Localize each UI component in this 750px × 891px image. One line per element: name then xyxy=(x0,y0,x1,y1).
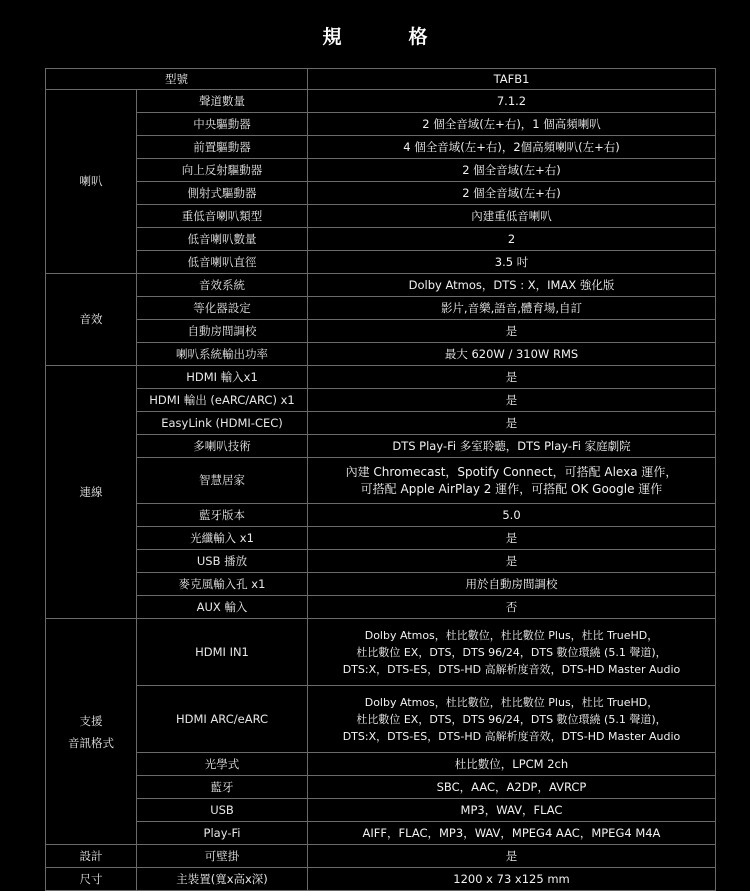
spec-table xyxy=(45,68,716,891)
category-connect: 連線 xyxy=(46,366,137,619)
table-row xyxy=(46,366,716,389)
row-label: 側射式驅動器 xyxy=(137,182,308,205)
table-row xyxy=(46,412,716,435)
model-value: TAFB1 xyxy=(308,69,716,90)
table-row xyxy=(46,182,716,205)
table-row xyxy=(46,297,716,320)
table-row xyxy=(46,251,716,274)
table-row xyxy=(46,90,716,113)
row-label: 藍牙 xyxy=(137,776,308,799)
table-row xyxy=(46,274,716,297)
row-label: 重低音喇叭類型 xyxy=(137,205,308,228)
row-label: 低音喇叭數量 xyxy=(137,228,308,251)
table-row xyxy=(46,389,716,412)
table-row xyxy=(46,868,716,891)
row-value: 是 xyxy=(308,320,716,343)
value-line: Dolby Atmos，杜比數位，杜比數位 Plus，杜比 TrueHD， xyxy=(364,695,659,709)
row-value: 是 xyxy=(308,412,716,435)
row-label: 等化器設定 xyxy=(137,297,308,320)
value-line: Dolby Atmos，杜比數位，杜比數位 Plus，杜比 TrueHD， xyxy=(364,628,659,642)
category-design: 設計 xyxy=(46,845,137,868)
row-value: 7.1.2 xyxy=(308,90,716,113)
row-value: 2 個全音域(左+右) xyxy=(308,159,716,182)
row-value: MP3，WAV，FLAC xyxy=(308,799,716,822)
row-value: 是 xyxy=(308,389,716,412)
row-value: 2 個全音域(左+右)，1 個高頻喇叭 xyxy=(308,113,716,136)
row-value: 影片,音樂,語音,體育場,自訂 xyxy=(308,297,716,320)
row-value: 內建重低音喇叭 xyxy=(308,205,716,228)
row-label: 自動房間調校 xyxy=(137,320,308,343)
row-label: 中央驅動器 xyxy=(137,113,308,136)
row-label: AUX 輸入 xyxy=(137,596,308,619)
row-value: AIFF，FLAC，MP3，WAV，MPEG4 AAC，MPEG4 M4A xyxy=(308,822,716,845)
table-row xyxy=(46,619,716,686)
row-label: EasyLink (HDMI-CEC) xyxy=(137,412,308,435)
value-line: 杜比數位 EX，DTS，DTS 96/24，DTS 數位環繞 (5.1 聲道)， xyxy=(356,712,667,726)
row-value: 5.0 xyxy=(308,504,716,527)
table-row xyxy=(46,527,716,550)
row-label: HDMI ARC/eARC xyxy=(137,686,308,753)
table-row xyxy=(46,776,716,799)
value-line: 杜比數位 EX，DTS，DTS 96/24，DTS 數位環繞 (5.1 聲道)， xyxy=(356,645,667,659)
row-label: 聲道數量 xyxy=(137,90,308,113)
row-value: 是 xyxy=(308,366,716,389)
table-row xyxy=(46,458,716,504)
table-row xyxy=(46,753,716,776)
row-label: 喇叭系統輸出功率 xyxy=(137,343,308,366)
row-value-multiline xyxy=(308,686,716,753)
value-line: 可搭配 Apple AirPlay 2 運作，可搭配 OK Google 運作 xyxy=(360,481,663,496)
row-label: 多喇叭技術 xyxy=(137,435,308,458)
row-label: USB 播放 xyxy=(137,550,308,573)
row-label: 光學式 xyxy=(137,753,308,776)
row-value: 是 xyxy=(308,550,716,573)
row-value: 2 個全音域(左+右) xyxy=(308,182,716,205)
row-label: 藍牙版本 xyxy=(137,504,308,527)
row-value: 否 xyxy=(308,596,716,619)
table-row xyxy=(46,504,716,527)
row-label: 可壁掛 xyxy=(137,845,308,868)
category-audio: 音效 xyxy=(46,274,137,366)
table-row xyxy=(46,686,716,753)
table-row xyxy=(46,320,716,343)
row-value: 用於自動房間調校 xyxy=(308,573,716,596)
row-label: USB xyxy=(137,799,308,822)
table-row xyxy=(46,799,716,822)
row-label: 主裝置(寬x高x深) xyxy=(137,868,308,891)
row-value: SBC，AAC，A2DP，AVRCP xyxy=(308,776,716,799)
row-label: HDMI 輸入x1 xyxy=(137,366,308,389)
table-row xyxy=(46,159,716,182)
table-row xyxy=(46,136,716,159)
row-label: HDMI IN1 xyxy=(137,619,308,686)
table-row xyxy=(46,550,716,573)
table-row xyxy=(46,113,716,136)
value-line: 內建 Chromecast，Spotify Connect，可搭配 Alexa 運作， xyxy=(345,464,678,479)
table-row xyxy=(46,596,716,619)
row-value: 是 xyxy=(308,527,716,550)
table-row xyxy=(46,822,716,845)
table-row xyxy=(46,228,716,251)
model-label: 型號 xyxy=(46,69,308,90)
row-label: 音效系統 xyxy=(137,274,308,297)
table-row xyxy=(46,845,716,868)
row-value: 1200 x 73 x125 mm xyxy=(308,868,716,891)
row-value-multiline xyxy=(308,619,716,686)
row-label: HDMI 輸出 (eARC/ARC) x1 xyxy=(137,389,308,412)
row-label: 向上反射驅動器 xyxy=(137,159,308,182)
table-row xyxy=(46,205,716,228)
category-line: 音訊格式 xyxy=(68,735,114,750)
table-row xyxy=(46,435,716,458)
category-formats xyxy=(46,619,137,845)
row-value: 最大 620W / 310W RMS xyxy=(308,343,716,366)
category-speaker: 喇叭 xyxy=(46,90,137,274)
table-row xyxy=(46,69,716,90)
row-label: Play-Fi xyxy=(137,822,308,845)
row-value: 3.5 吋 xyxy=(308,251,716,274)
row-value-multiline xyxy=(308,458,716,504)
row-value: 4 個全音域(左+右)，2個高頻喇叭(左+右) xyxy=(308,136,716,159)
row-label: 麥克風輸入孔 x1 xyxy=(137,573,308,596)
row-value: Dolby Atmos，DTS : X，IMAX 強化版 xyxy=(308,274,716,297)
row-value: 杜比數位，LPCM 2ch xyxy=(308,753,716,776)
row-label: 光纖輸入 x1 xyxy=(137,527,308,550)
value-line: DTS:X，DTS-ES，DTS-HD 高解析度音效，DTS-HD Master Audio xyxy=(342,662,681,676)
row-label: 智慧居家 xyxy=(137,458,308,504)
row-value: DTS Play-Fi 多室聆聽，DTS Play-Fi 家庭劇院 xyxy=(308,435,716,458)
value-line: DTS:X，DTS-ES，DTS-HD 高解析度音效，DTS-HD Master Audio xyxy=(342,729,681,743)
page-title: 規 格 xyxy=(322,26,452,48)
row-label: 低音喇叭直徑 xyxy=(137,251,308,274)
row-value: 是 xyxy=(308,845,716,868)
category-line: 支援 xyxy=(79,713,103,728)
category-size: 尺寸 xyxy=(46,868,137,891)
table-row xyxy=(46,573,716,596)
row-value: 2 xyxy=(308,228,716,251)
row-label: 前置驅動器 xyxy=(137,136,308,159)
table-row xyxy=(46,343,716,366)
